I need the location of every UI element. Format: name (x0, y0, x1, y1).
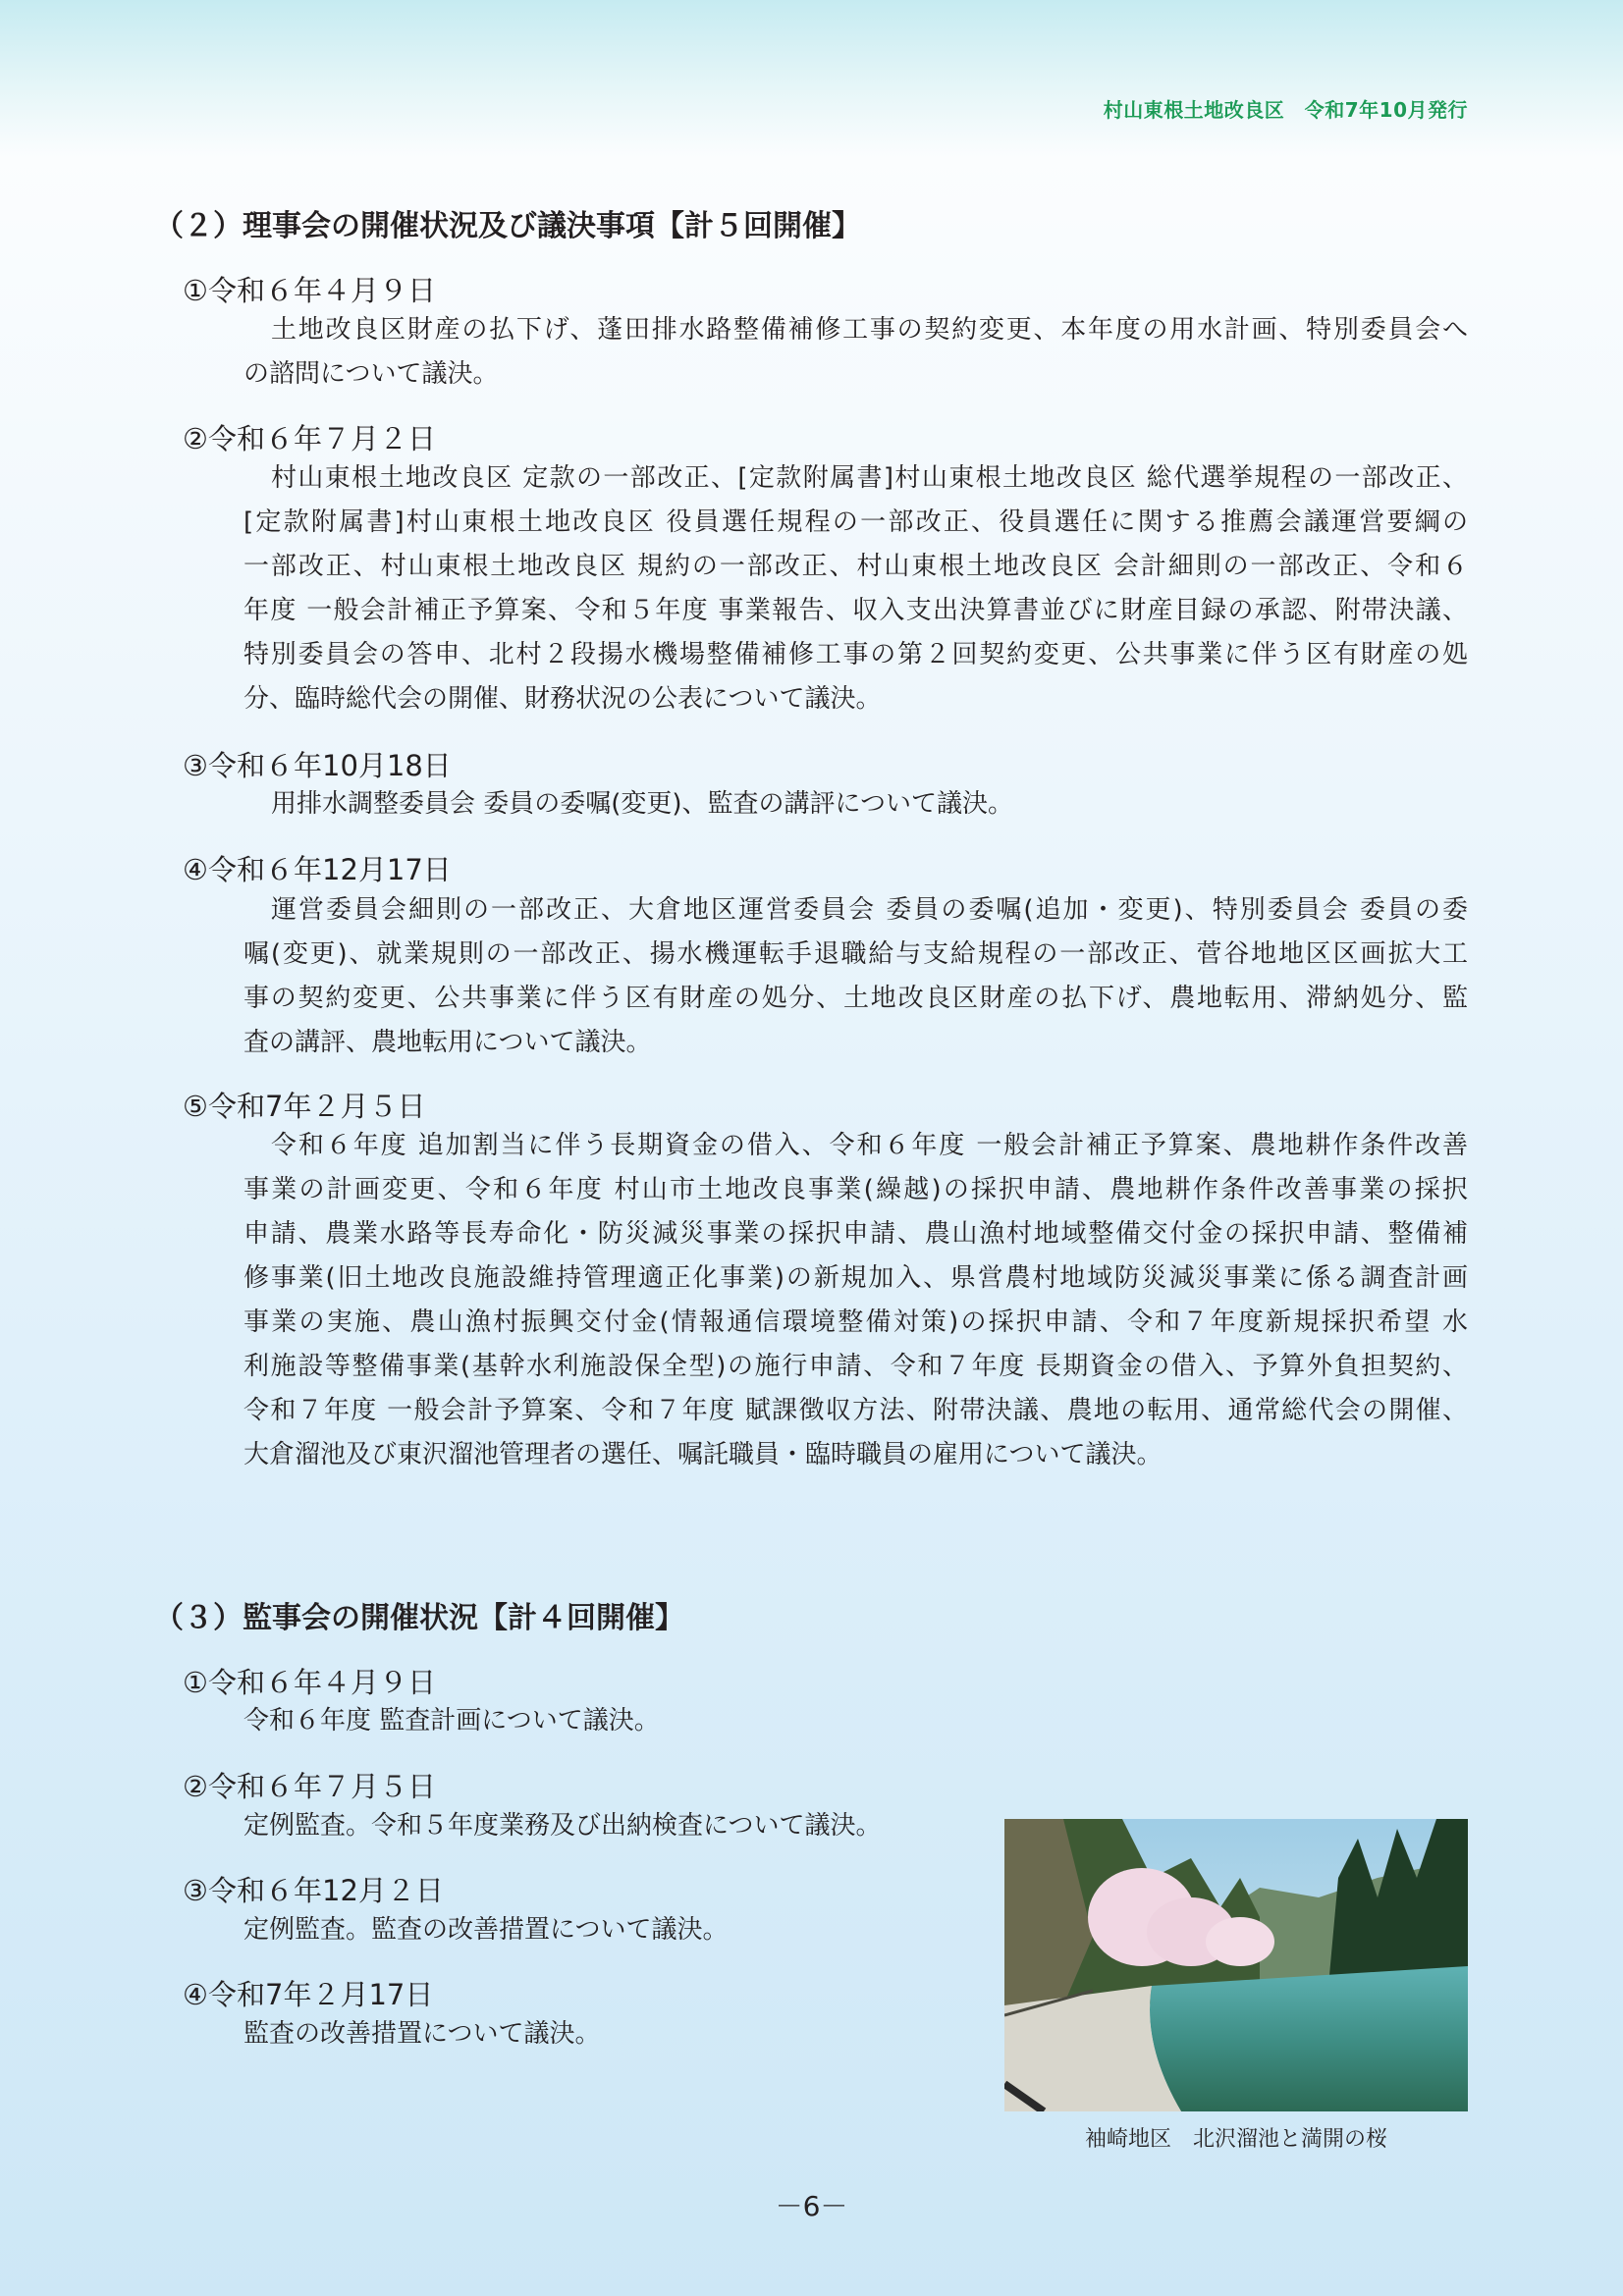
text-line: 分、臨時総代会の開催、財務状況の公表について議決。 (243, 684, 882, 714)
text-line: 定例監査。令和５年度業務及び出納検査について議決。 (243, 1811, 882, 1841)
meeting-date: ②令和６年７月５日 (183, 1770, 436, 1803)
section-3-title: （３）監事会の開催状況【計４回開催】 (154, 1601, 684, 1635)
meeting-date: ③令和６年12月２日 (183, 1874, 444, 1907)
text-line: 年度 一般会計補正予算案、令和５年度 事業報告、収入支出決算書並びに財産目録の承認、附帯決議、 (243, 596, 1468, 625)
text-line: 村山東根土地改良区 定款の一部改正、[定款附属書]村山東根土地改良区 総代選挙規程の一部改正、 (271, 463, 1468, 493)
text-line: 利施設等整備事業(基幹水利施設保全型)の施行申請、令和７年度 長期資金の借入、予算外負担契約、 (243, 1352, 1468, 1381)
text-line: 定例監査。監査の改善措置について議決。 (243, 1915, 729, 1945)
text-line: の諮問について議決。 (243, 359, 499, 389)
text-line: 嘱(変更)、就業規則の一部改正、揚水機運転手退職給与支給規程の一部改正、菅谷地地区区画拡大工 (243, 939, 1468, 969)
meeting-date: ①令和６年４月９日 (183, 1666, 436, 1699)
text-line: 査の講評、農地転用について議決。 (243, 1028, 652, 1057)
meeting-date: ③令和６年10月18日 (183, 749, 452, 782)
text-line: 令和７年度 一般会計予算案、令和７年度 賦課徴収方法、附帯決議、農地の転用、通常総代会の開催、 (243, 1396, 1468, 1425)
text-line: 修事業(旧土地改良施設維持管理適正化事業)の新規加入、県営農村地域防災減災事業に係る調査計画 (243, 1263, 1468, 1293)
resolution-text (243, 1124, 1468, 1477)
meeting-date: ②令和６年７月２日 (183, 422, 436, 455)
resolution-text (243, 888, 1468, 1065)
text-line: 運営委員会細則の一部改正、大倉地区運営委員会 委員の委嘱(追加・変更)、特別委員会 委員の委 (271, 895, 1468, 925)
text-line: 事業の計画変更、令和６年度 村山市土地改良事業(繰越)の採択申請、農地耕作条件改善事業の採択 (243, 1175, 1468, 1204)
text-line: 令和６年度 追加割当に伴う長期資金の借入、令和６年度 一般会計補正予算案、農地耕作条件改善 (271, 1131, 1468, 1160)
text-line: 用排水調整委員会 委員の委嘱(変更)、監査の講評について議決。 (271, 789, 1014, 819)
text-line: 監査の改善措置について議決。 (243, 2019, 601, 2049)
text-line: 事業の実施、農山漁村振興交付金(情報通信環境整備対策)の採択申請、令和７年度新規採択希望 水 (243, 1308, 1468, 1337)
issuer-header: 村山東根土地改良区 令和7年10月発行 (1103, 98, 1468, 122)
page-number: －6－ (775, 2190, 848, 2222)
text-line: 大倉溜池及び東沢溜池管理者の選任、嘱託職員・臨時職員の雇用について議決。 (243, 1440, 1163, 1469)
text-line: 令和６年度 監査計画について議決。 (243, 1706, 660, 1735)
text-line: 一部改正、村山東根土地改良区 規約の一部改正、村山東根土地改良区 会計細則の一部改正、令和６ (243, 552, 1468, 581)
text-line: 事の契約変更、公共事業に伴う区有財産の処分、土地改良区財産の払下げ、農地転用、滞納処分、監 (243, 984, 1468, 1013)
resolution-text (243, 308, 1468, 397)
section-2-title: （２）理事会の開催状況及び議決事項【計５回開催】 (154, 209, 861, 243)
meeting-date: ④令和7年２月17日 (183, 1978, 434, 2011)
meeting-date: ⑤令和7年２月５日 (183, 1090, 426, 1123)
text-line: 申請、農業水路等長寿命化・防災減災事業の採択申請、農山漁村地域整備交付金の採択申請、整備補 (243, 1219, 1468, 1249)
resolution-text (243, 1699, 1468, 1743)
pond-cherry-blossom-photo (1004, 1819, 1468, 2111)
text-line: 特別委員会の答申、北村２段揚水機場整備補修工事の第２回契約変更、公共事業に伴う区有財産の処 (243, 640, 1468, 669)
resolution-text (243, 782, 1468, 827)
meeting-date: ①令和６年４月９日 (183, 274, 436, 307)
text-line: [定款附属書]村山東根土地改良区 役員選任規程の一部改正、役員選任に関する推薦会議運営要綱の (243, 507, 1468, 537)
meeting-date: ④令和６年12月17日 (183, 853, 452, 886)
resolution-text (243, 456, 1468, 721)
photo-caption: 袖崎地区 北沢溜池と満開の桜 (1084, 2127, 1387, 2152)
text-line: 土地改良区財産の払下げ、蓬田排水路整備補修工事の契約変更、本年度の用水計画、特別委員会へ (271, 315, 1468, 345)
